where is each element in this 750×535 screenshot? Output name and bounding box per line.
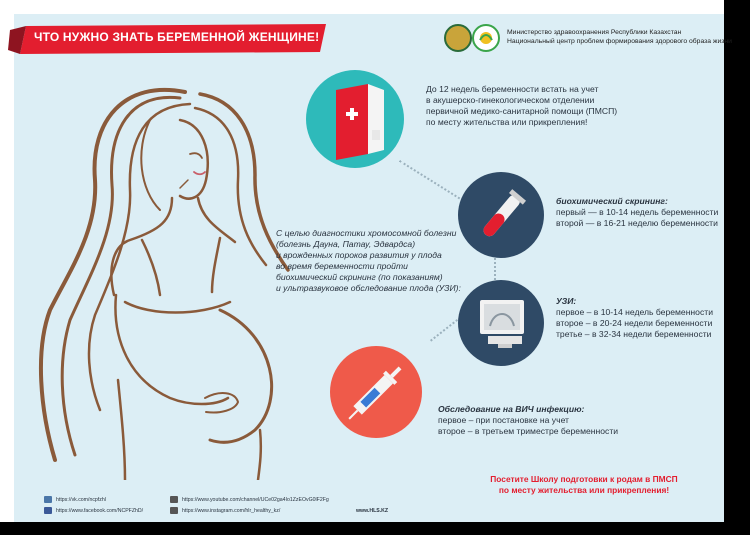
- diagnosis-line-5: биохимический скрининг (по показаниям): [276, 272, 443, 282]
- youtube-link[interactable]: https://www.youtube.com/channel/UCe02ga4Io1ZzEOvG0lF2Fg: [182, 497, 329, 503]
- ultrasound-line-2: второе – в 20-24 недели беременности: [556, 318, 713, 328]
- diagnosis-line-2: (болезнь Дауна, Патау, Эдвардса): [276, 239, 416, 249]
- website-link[interactable]: www.HLS.KZ: [356, 508, 389, 514]
- ministry-name: Министерство здравоохранения Республики Казахстан: [507, 29, 682, 36]
- registration-text: [426, 84, 617, 128]
- registration-line-2: в акушерско-гинекологическом отделении: [426, 95, 595, 105]
- hiv-circle: [330, 346, 422, 438]
- screening-line-2: второй — в 16-21 неделю беременности: [556, 218, 718, 228]
- medical-card-icon: [306, 70, 404, 168]
- screening-circle: [458, 172, 544, 258]
- page-title: ЧТО НУЖНО ЗНАТЬ БЕРЕМЕННОЙ ЖЕНЩИНЕ!: [34, 30, 320, 44]
- pregnant-woman-illustration: [30, 80, 300, 480]
- bottom-border: [0, 522, 750, 535]
- diagnosis-line-6: и ультразвуковое обследование плода (УЗИ):: [276, 283, 461, 293]
- title-banner: [8, 24, 328, 54]
- ultrasound-monitor-icon: [458, 280, 544, 366]
- facebook-icon: [44, 507, 52, 514]
- diagnosis-line-4: во время беременности пройти: [276, 261, 408, 271]
- instagram-icon: [170, 507, 178, 514]
- cta-line-1: Посетите Школу подготовки к родам в ПМСП: [490, 474, 678, 484]
- diagnosis-text: [276, 228, 461, 294]
- emblem-icon: [444, 24, 472, 52]
- vk-icon: [44, 496, 52, 503]
- registration-line-3: первичной медико-санитарной помощи (ПМСП): [426, 106, 618, 116]
- health-center-logo-icon: [472, 24, 500, 52]
- center-name: Национальный центр проблем формирования здорового образа жизни: [507, 38, 732, 45]
- syringe-icon: [330, 346, 422, 438]
- hiv-line-2: второе – в третьем триместре беременности: [438, 426, 619, 436]
- ultrasound-text: [556, 296, 713, 340]
- diagnosis-line-3: и врожденных пороков развития у плода: [276, 250, 442, 260]
- ultrasound-circle: [458, 280, 544, 366]
- youtube-icon: [170, 496, 178, 503]
- hiv-line-1: первое – при постановке на учет: [438, 415, 569, 425]
- call-to-action: [454, 474, 714, 496]
- vk-link[interactable]: https://vk.com/ncpfzhl: [56, 497, 106, 503]
- cta-line-2: по месту жительства или прикрепления!: [498, 485, 670, 495]
- test-tube-icon: [458, 172, 544, 258]
- registration-circle: [306, 70, 404, 168]
- hiv-heading: Обследование на ВИЧ инфекцию:: [438, 404, 585, 414]
- registration-line-1: До 12 недель беременности встать на учет: [426, 84, 599, 94]
- ultrasound-heading: УЗИ:: [556, 296, 577, 306]
- screening-heading: биохимический скрининг:: [556, 196, 668, 206]
- diagnosis-line-1: С целью диагностики хромосомной болезни: [276, 228, 457, 238]
- facebook-link[interactable]: https://www.facebook.com/NCPFZhD/: [56, 508, 144, 514]
- screening-text: [556, 196, 718, 229]
- screening-line-1: первый — в 10-14 недель беременности: [556, 207, 719, 217]
- right-border: [724, 0, 750, 535]
- ultrasound-line-1: первое – в 10-14 недель беременности: [556, 307, 713, 317]
- hiv-text: [438, 404, 618, 437]
- ministry-info: [507, 28, 732, 46]
- ultrasound-line-3: третье – в 32-34 недели беременности: [556, 329, 712, 339]
- registration-line-4: по месту жительства или прикрепления!: [426, 117, 588, 127]
- instagram-link[interactable]: https://www.instagram.com/hlr_healthy_kz/: [182, 508, 281, 514]
